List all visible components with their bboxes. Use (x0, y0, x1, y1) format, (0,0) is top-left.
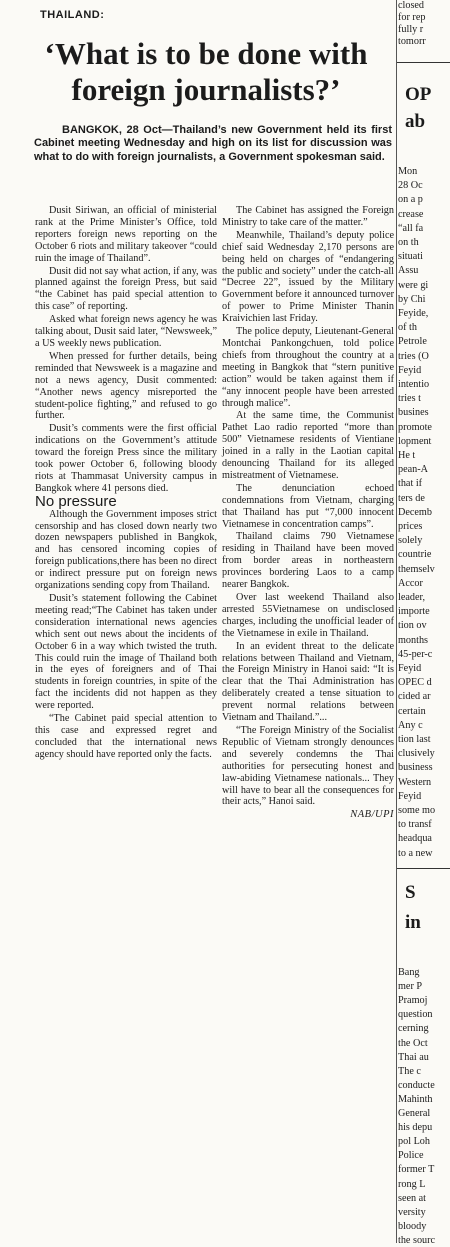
adjacent-text-line: prices (398, 521, 423, 532)
adjacent-text-line: on th (398, 237, 419, 248)
adjacent-text-line: months (398, 634, 429, 646)
adjacent-text-line: on a p (398, 194, 423, 206)
adjacent-text-line: fully r (398, 24, 424, 35)
paragraph: Thailand claims 790 Vietnamese residing in Thailand have been moved from border areas in northeastern provinces bordering Laos to a camp nearer Bangkok. (222, 531, 394, 591)
adjacent-headline-fragment: OP (405, 84, 432, 105)
adjacent-text-line: Feyid (398, 364, 422, 376)
adjacent-text-line: some mo (398, 805, 436, 816)
paragraph: Although the Government imposes strict censorship and has closed down nearly two dozen newspapers published in Bangkok, and has censored incoming copies of foreign publications,there has been no direct or indirect pressure put on foreign news organizations sending copy from Thailand. (35, 508, 217, 592)
adjacent-text-line: importe (398, 606, 430, 618)
adjacent-text-line: themselv (398, 563, 435, 575)
adjacent-text-line: situati (398, 251, 423, 263)
paragraph: Over last weekend Thailand also arrested 55Vietnamese on undisclosed charges, including the unofficial leader of the Vietnamese in exile in Thailand. (222, 592, 394, 639)
adjacent-text-line: were gi (398, 279, 429, 291)
adjacent-text-line: Feyid (398, 663, 422, 674)
adjacent-text-line: Pramoj (398, 995, 428, 1007)
adjacent-text-line: Decemb (398, 506, 432, 518)
paragraph: The denunciation echoed condemnations from Vietnam, charging that Thailand has put “7,000 innocent Vietnamese in concentration camps”. (222, 482, 394, 530)
adjacent-text-line: General (398, 1108, 431, 1119)
adjacent-text-line: cerning (398, 1023, 429, 1035)
paragraph: Dusit’s statement following the Cabinet meeting read;“The Cabinet has taken under consideration international news agencies which sent out news about the incidents of October 6 in a way which twisted the truth. This could ruin the image of Thailand both in the eyes of foreigners and of Thai students in foreign countries, in spite of the fact the incidents did not happen as they were reported. (35, 593, 217, 712)
adjacent-text-line: Bang (398, 967, 420, 978)
adjacent-text-line: intentio (398, 379, 430, 390)
adjacent-text-line: Mon (398, 166, 418, 177)
adjacent-text-line: The c (398, 1065, 421, 1077)
adjacent-text-line: by Chi (398, 293, 426, 305)
adjacent-text-line: rong L (398, 1178, 426, 1190)
adjacent-text-line: his depu (398, 1122, 433, 1134)
adjacent-text-line: tries t (398, 393, 421, 405)
adjacent-text-line: bloody (398, 1220, 427, 1232)
adjacent-text-line: crease (398, 208, 424, 220)
adjacent-text-line: former T (398, 1164, 435, 1176)
adjacent-text-line: OPEC d (398, 677, 432, 689)
lede-paragraph: BANGKOK, 28 Oct—Thailand’s new Government held its first Cabinet meeting Wednesday and high on its list for discussion was what to do with foreign journalists, a Government spokesman said. (34, 124, 392, 163)
adjacent-headline-fragment: in (405, 912, 421, 933)
adjacent-text-line: countrie (398, 549, 432, 561)
adjacent-text-line: promote (398, 421, 432, 433)
paragraph: Dusit did not say what action, if any, was planned against the foreign Press, but said “the Cabinet has paid special attention to this case” of reporting. (35, 265, 217, 313)
adjacent-text-line: “all fa (398, 222, 424, 234)
adjacent-text-line: of th (398, 322, 417, 334)
adjacent-text-line: Police (398, 1150, 424, 1162)
subheading: No pressure (35, 492, 117, 510)
adjacent-text-line: Feyide, (398, 308, 429, 319)
adjacent-rule (397, 62, 450, 63)
adjacent-text-line: Assu (398, 265, 419, 277)
adjacent-text-line: 45-per-c (398, 648, 433, 660)
adjacent-text-line: tion ov (398, 620, 427, 632)
adjacent-text-line: busines (398, 407, 429, 419)
adjacent-text-line: Mahinth (398, 1093, 433, 1105)
paragraph: Dusit’s comments were the first official indications on the Government’s attitude toward the foreign Press since the military took power October 6, following bloody riots at Thammasat University campus in Bangkok where 41 persons died. (35, 423, 217, 494)
paragraph: “The Cabinet paid special attention to this case and expressed regret and concluded that the international news agency should have reported only the facts. (35, 713, 217, 760)
adjacent-text-line: tries (O (398, 350, 429, 362)
adjacent-text-line: the Oct (398, 1037, 428, 1049)
adjacent-text-line: tomorr (398, 36, 426, 47)
paragraph: At the same time, the Communist Pathet Lao radio reported “more than 500” Vietnamese residents of Vientiane joined in a rally in the Laotian capital denouncing Thailand for its alleged mistreatment of Vietnamese. (222, 410, 394, 481)
adjacent-headline-fragment: ab (405, 111, 426, 132)
adjacent-text-line: Accor (398, 577, 423, 589)
paragraph: The police deputy, Lieutenant-General Montchai Pankongchuen, told police chiefs from throughout the country at a meeting in Bangkok that “stern punitive action” would be taken against them if “any innocent people have been arrested through malice”. (222, 326, 394, 409)
adjacent-text-line: clusively (398, 748, 435, 760)
adjacent-text-line: lopment (398, 435, 432, 447)
adjacent-text-line: pol Loh (398, 1136, 430, 1148)
paragraph: Asked what foreign news agency he was talking about, Dusit said later, “Newsweek,” a US weekly news publication. (35, 314, 217, 349)
adjacent-text-line: for rep (398, 12, 426, 23)
adjacent-text-line: solely (398, 535, 423, 547)
adjacent-text-line: business (398, 762, 433, 774)
adjacent-text-line: tion last (398, 734, 431, 745)
paragraph: Meanwhile, Thailand’s deputy police chief said Wednesday 2,170 persons are being held on charges of “endangering the public and society” under the catch-all “Decree 22”, issued by the Military Government before it announced turnover of power to Prime Minister Thanin Kraivichien last Friday. (222, 229, 394, 325)
adjacent-text-line: versity (398, 1206, 426, 1218)
adjacent-text-line: seen at (398, 1192, 427, 1204)
adjacent-text-line: certain (398, 705, 426, 717)
adjacent-text-line: mer P (398, 981, 423, 993)
adjacent-text-line: cided ar (398, 691, 431, 703)
adjacent-text-line: Petrole (398, 336, 427, 348)
adjacent-text-line: Thai au (398, 1051, 429, 1063)
adjacent-text-line: 28 Oc (398, 180, 423, 192)
adjacent-text-line: conducte (398, 1079, 435, 1091)
adjacent-text-line: ters de (398, 492, 425, 504)
adjacent-text-line: Any c (398, 719, 423, 731)
paragraph: Dusit Siriwan, an official of ministerial rank at the Prime Minister’s Office, told reporters foreign news reporting on the October 6 riots and military takeover “could ruin the image of Thailand”. (35, 205, 217, 264)
adjacent-text-line: headqua (398, 833, 432, 845)
adjacent-headline-fragment: S (405, 882, 416, 903)
adjacent-text-line: Western (398, 776, 432, 788)
article-column-2 (222, 205, 394, 822)
article-column-1 (35, 205, 217, 762)
section-label: THAILAND: (40, 9, 105, 21)
adjacent-text-line: to transf (398, 819, 432, 831)
adjacent-text-line: leader, (398, 592, 426, 603)
adjacent-text-line: to a new (398, 847, 433, 859)
adjacent-text-line: Feyid (398, 790, 422, 802)
column-rule (396, 0, 397, 1243)
adjacent-rule (397, 868, 450, 869)
adjacent-text-line: the sourc (398, 1234, 436, 1246)
adjacent-text-line: question (398, 1009, 433, 1021)
byline: NAB/UPI (350, 809, 394, 821)
adjacent-text-line: that if (398, 478, 423, 490)
headline: ‘What is to be done with foreign journalists?’ (44, 36, 368, 107)
paragraph: In an evident threat to the delicate relations between Thailand and Vietnam, the Foreign Ministry in Hanoi said: “It is clear that the Thai Administration has deliberately created a tense situation to prevent normal relations between Vietnam and Thailand.”... (222, 640, 394, 724)
adjacent-text-line: He t (398, 450, 416, 461)
adjacent-text-line: closed (398, 0, 425, 11)
adjacent-text-line: pean-A (398, 464, 428, 476)
paragraph: When pressed for further details, being reminded that Newsweek is a magazine and not a news agency, Dusit commented: “Another news agency misreported the student-police fighting,” and refused to go further. (35, 350, 217, 422)
paragraph: “The Foreign Ministry of the Socialist Republic of Vietnam strongly denounces and severely condemns the Thai authorities for persecuting honest and law-abiding Vietnamese nationals... They will have to bear all the consequences for their acts,” Hanoi said. (222, 724, 394, 808)
paragraph: The Cabinet has assigned the Foreign Ministry to take care of the matter.” (222, 205, 394, 228)
